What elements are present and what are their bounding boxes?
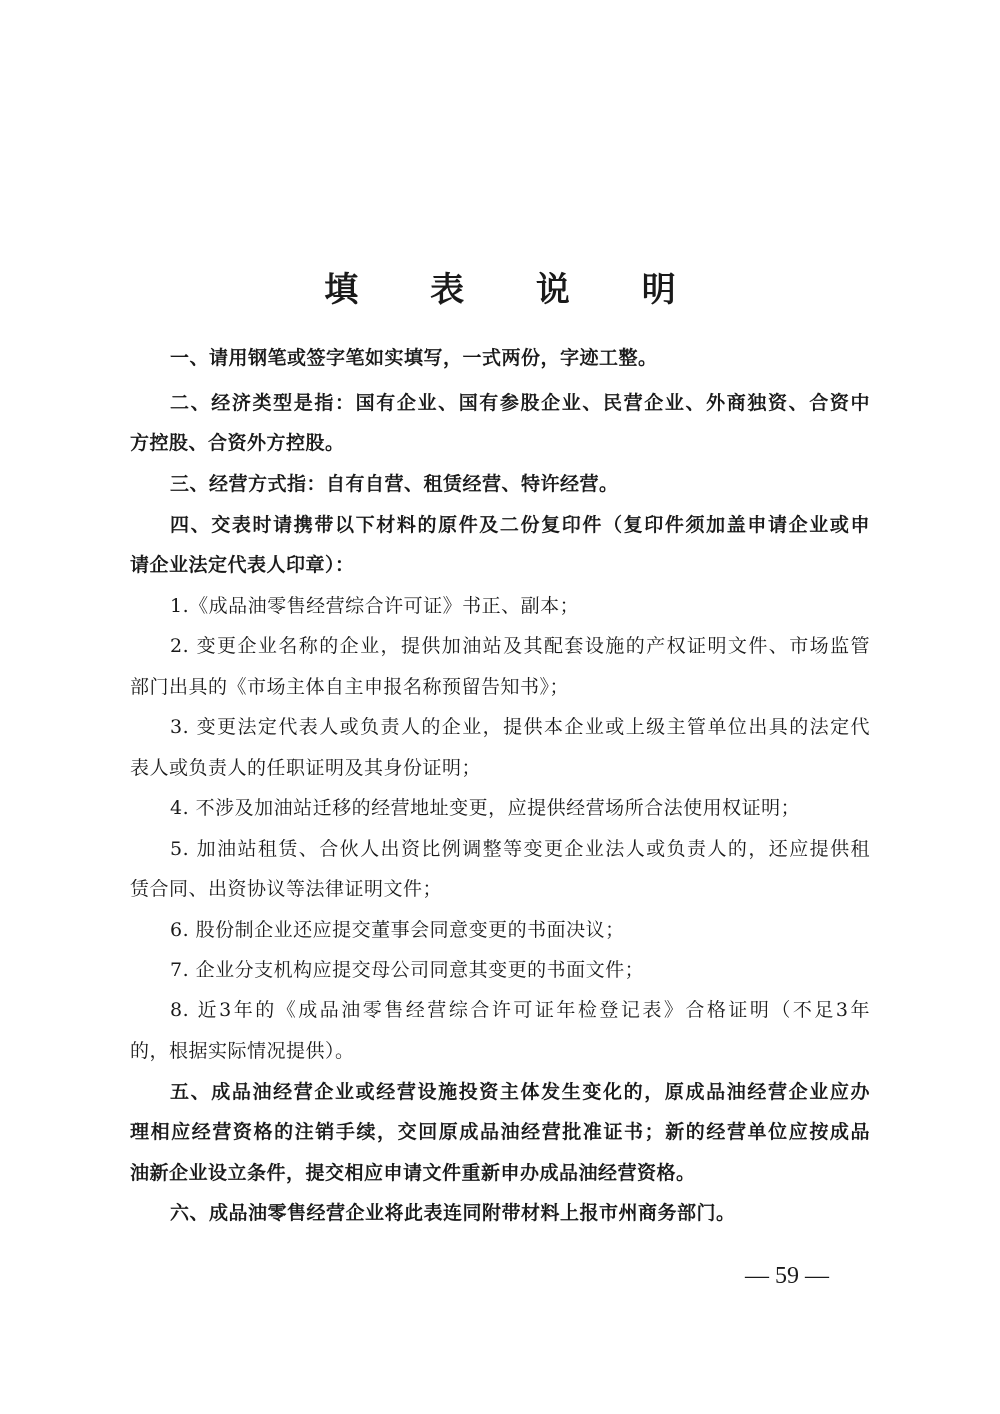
material-8-line-1: 8. 近3年的《成品油零售经营综合许可证年检登记表》合格证明（不足3年 [170, 999, 870, 1021]
material-3-line-2: 表人或负责人的任职证明及其身份证明； [130, 757, 482, 779]
instruction-5-line-1: 五、成品油经营企业或经营设施投资主体发生变化的，原成品油经营企业应办 [170, 1081, 870, 1103]
instruction-5-line-3: 油新企业设立条件，提交相应申请文件重新申办成品油经营资格。 [130, 1162, 696, 1184]
instruction-5-line-2: 理相应经营资格的注销手续，交回原成品油经营批准证书；新的经营单位应按成品 [130, 1121, 870, 1143]
instruction-1-line-1: 一、请用钢笔或签字笔如实填写，一式两份，字迹工整。 [170, 347, 658, 369]
material-7: 7. 企业分支机构应提交母公司同意其变更的书面文件； [170, 959, 645, 981]
material-5-line-2: 赁合同、出资协议等法律证明文件； [130, 878, 443, 900]
material-5-line-1: 5. 加油站租赁、合伙人出资比例调整等变更企业法人或负责人的，还应提供租 [170, 838, 870, 860]
material-2-line-1: 2. 变更企业名称的企业，提供加油站及其配套设施的产权证明文件、市场监管 [170, 635, 870, 657]
instruction-6-line-1: 六、成品油零售经营企业将此表连同附带材料上报市州商务部门。 [170, 1202, 736, 1224]
instruction-3-line-1: 三、经营方式指：自有自营、租赁经营、特许经营。 [170, 473, 619, 495]
material-2-line-2: 部门出具的《市场主体自主申报名称预留告知书》； [130, 676, 570, 698]
instruction-2-line-2: 方控股、合资外方控股。 [130, 432, 345, 454]
material-4: 4. 不涉及加油站迁移的经营地址变更，应提供经营场所合法使用权证明； [170, 797, 801, 819]
material-1: 1.《成品油零售经营综合许可证》书正、副本； [170, 595, 580, 617]
page-title: 填 表 说 明 [324, 270, 706, 310]
material-3-line-1: 3. 变更法定代表人或负责人的企业，提供本企业或上级主管单位出具的法定代 [170, 716, 870, 738]
instruction-4-line-1: 四、交表时请携带以下材料的原件及二份复印件（复印件须加盖申请企业或申 [170, 514, 870, 536]
instruction-4-line-2: 请企业法定代表人印章）： [130, 554, 355, 576]
material-6: 6. 股份制企业还应提交董事会同意变更的书面决议； [170, 919, 625, 941]
page-number: — 59 — [745, 1263, 829, 1289]
instruction-2-line-1: 二、经济类型是指：国有企业、国有参股企业、民营企业、外商独资、合资中 [170, 392, 870, 414]
material-8-line-2: 的，根据实际情况提供）。 [130, 1040, 355, 1062]
